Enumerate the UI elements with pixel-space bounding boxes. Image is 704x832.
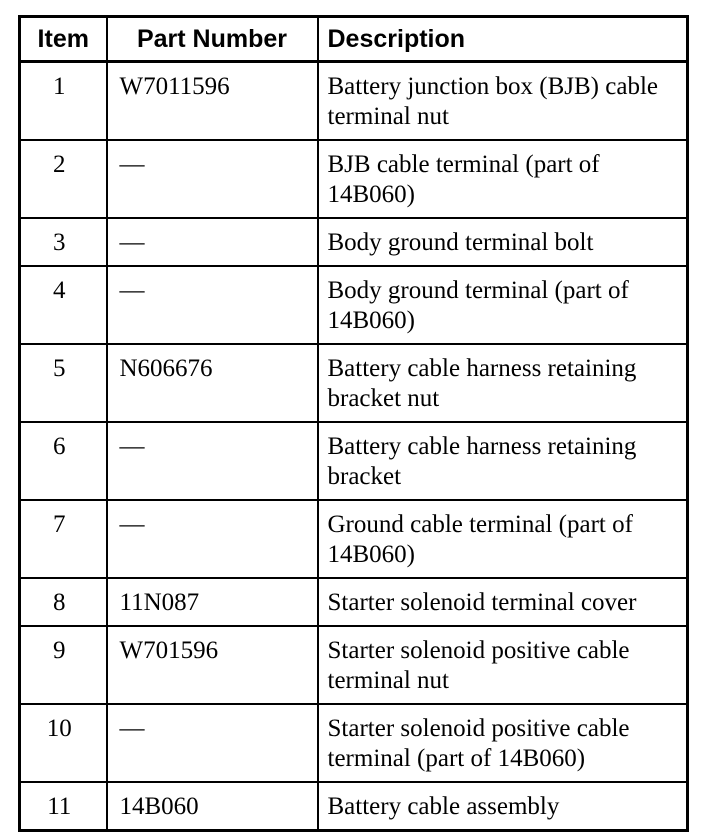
part-number: N606676	[107, 344, 318, 422]
table-row	[20, 626, 688, 704]
part-number: W7011596	[107, 62, 318, 141]
item-number: 3	[20, 218, 107, 266]
part-description: Body ground terminal (part of 14B060)	[318, 266, 688, 344]
part-description: Starter solenoid terminal cover	[318, 578, 688, 626]
item-number: 6	[20, 422, 107, 500]
table-row	[20, 218, 688, 266]
table-row	[20, 62, 688, 141]
part-number: W701596	[107, 626, 318, 704]
item-number: 5	[20, 344, 107, 422]
header-item: Item	[20, 17, 107, 62]
table-row	[20, 140, 688, 218]
part-description: Battery cable harness retaining bracket	[318, 422, 688, 500]
table-row	[20, 422, 688, 500]
table-header-row	[20, 17, 688, 62]
item-number: 2	[20, 140, 107, 218]
item-number: 9	[20, 626, 107, 704]
part-description: Battery junction box (BJB) cable terminal nut	[318, 62, 688, 141]
part-number: —	[107, 140, 318, 218]
table-row	[20, 266, 688, 344]
part-description: Battery cable assembly	[318, 782, 688, 831]
part-description: Starter solenoid positive cable terminal nut	[318, 626, 688, 704]
part-number: —	[107, 422, 318, 500]
item-number: 11	[20, 782, 107, 831]
header-part-number: Part Number	[107, 17, 318, 62]
part-number: —	[107, 266, 318, 344]
part-number: —	[107, 704, 318, 782]
part-description: Body ground terminal bolt	[318, 218, 688, 266]
table-row	[20, 704, 688, 782]
part-number: 14B060	[107, 782, 318, 831]
table-row	[20, 344, 688, 422]
part-description: Battery cable harness retaining bracket nut	[318, 344, 688, 422]
table-row	[20, 578, 688, 626]
part-description: Ground cable terminal (part of 14B060)	[318, 500, 688, 578]
part-description: BJB cable terminal (part of 14B060)	[318, 140, 688, 218]
part-number: 11N087	[107, 578, 318, 626]
header-description: Description	[318, 17, 688, 62]
parts-table	[18, 15, 689, 832]
item-number: 1	[20, 62, 107, 141]
table-row	[20, 782, 688, 831]
part-number: —	[107, 500, 318, 578]
part-description: Starter solenoid positive cable terminal (part of 14B060)	[318, 704, 688, 782]
item-number: 8	[20, 578, 107, 626]
item-number: 4	[20, 266, 107, 344]
table-row	[20, 500, 688, 578]
item-number: 10	[20, 704, 107, 782]
item-number: 7	[20, 500, 107, 578]
part-number: —	[107, 218, 318, 266]
